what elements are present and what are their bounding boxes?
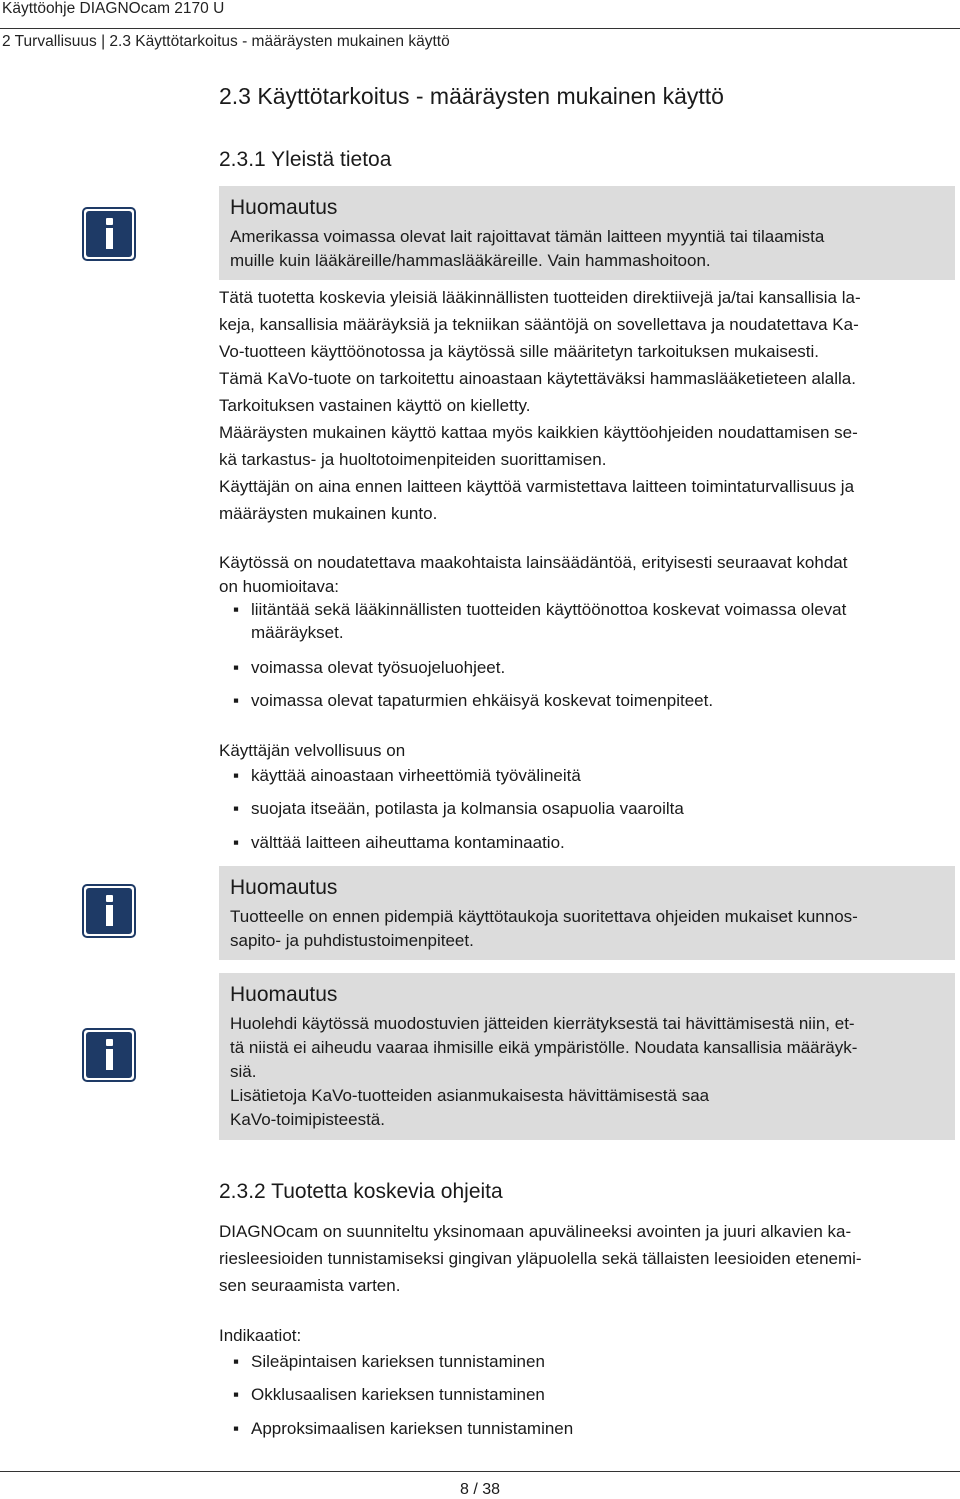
document-title: Käyttöohje DIAGNOcam 2170 U — [2, 0, 225, 17]
note-line: Huolehdi käytössä muodostuvien jätteiden kierrätyksestä tai hävittämisestä niin, et- — [230, 1014, 855, 1033]
list-item-text: välttää laitteen aiheuttama kontaminaatio. — [251, 833, 565, 852]
text-line: on huomioitava: — [219, 577, 340, 596]
note-box — [219, 866, 955, 960]
list-item-text: voimassa olevat työsuojeluohjeet. — [251, 658, 506, 677]
bullet: ▪ — [233, 833, 240, 852]
text-line: Vo-tuotteen käyttöönotossa ja käytössä sille määritetyn tarkoituksen mukaisesti. — [219, 342, 820, 361]
text-line: Käytössä on noudatettava maakohtaista lainsäädäntöä, erityisesti seuraavat kohdat — [219, 553, 848, 572]
bullet: ▪ — [233, 600, 240, 619]
list-item — [233, 656, 951, 679]
list-item-text: suojata itseään, potilasta ja kolmansia osapuolia vaaroilta — [251, 799, 684, 818]
note-box — [219, 186, 955, 280]
text-line: riesleesioiden tunnistamiseksi gingivan yläpuolella sekä tällaisten leesioiden etenemi- — [219, 1249, 862, 1268]
text-line: keja, kansallisia määräyksiä ja tekniikan sääntöjä on sovellettava ja noudatettava Ka- — [219, 315, 859, 334]
header-divider — [0, 28, 960, 29]
breadcrumb: 2 Turvallisuus | 2.3 Käyttötarkoitus - määräysten mukainen käyttö — [2, 33, 450, 50]
page-number: 8 / 38 — [459, 1481, 501, 1498]
note-line: sapito- ja puhdistustoimenpiteet. — [230, 931, 474, 950]
list-item — [233, 797, 951, 820]
note-box — [219, 973, 955, 1140]
list-item-text: määräykset. — [251, 623, 344, 642]
note-line: Amerikassa voimassa olevat lait rajoittavat tämän laitteen myyntiä tai tilaamista — [230, 227, 825, 246]
bullet: ▪ — [233, 1385, 240, 1404]
note-title: Huomautus — [230, 983, 338, 1006]
note-text — [230, 905, 945, 953]
note-line: tä niistä ei aiheudu vaaraa ihmisille eikä ympäristölle. Noudata kansallisia määräyk- — [230, 1038, 858, 1057]
list-item — [233, 831, 951, 854]
bullet: ▪ — [233, 658, 240, 677]
info-icon — [82, 884, 136, 938]
bullet: ▪ — [233, 691, 240, 710]
footer-divider — [0, 1471, 960, 1472]
list-item — [233, 689, 951, 712]
info-icon — [82, 1028, 136, 1082]
legislation-paragraph — [219, 551, 949, 599]
text-line: Tämä KaVo-tuote on tarkoitettu ainoastaan käytettäväksi hammaslääketieteen alalla. — [219, 369, 856, 388]
duties-title: Käyttäjän velvollisuus on — [219, 741, 406, 760]
subsection-heading-general: 2.3.1 Yleistä tietoa — [219, 148, 392, 171]
indications-title: Indikaatiot: — [219, 1326, 302, 1345]
intended-use-paragraph — [219, 284, 949, 527]
subsection-heading-product: 2.3.2 Tuotetta koskevia ohjeita — [219, 1180, 503, 1203]
note-line: siä. — [230, 1062, 257, 1081]
list-item — [233, 1383, 951, 1406]
text-line: Tarkoituksen vastainen käyttö on kielletty. — [219, 396, 531, 415]
list-item — [233, 1417, 951, 1440]
bullet: ▪ — [233, 1419, 240, 1438]
note-title: Huomautus — [230, 196, 338, 219]
bullet: ▪ — [233, 1352, 240, 1371]
list-item — [233, 598, 951, 644]
section-heading: 2.3 Käyttötarkoitus - määräysten mukainen käyttö — [219, 83, 724, 109]
list-item-text: voimassa olevat tapaturmien ehkäisyä koskevat toimenpiteet. — [251, 691, 714, 710]
note-line: Tuotteelle on ennen pidempiä käyttötaukoja suoritettava ohjeiden mukaiset kunnos- — [230, 907, 858, 926]
text-line: Käyttäjän on aina ennen laitteen käyttöä varmistettava laitteen toimintaturvallisuus ja — [219, 477, 855, 496]
list-item-text: Approksimaalisen karieksen tunnistaminen — [251, 1419, 574, 1438]
note-line: muille kuin lääkäreille/hammaslääkäreille. Vain hammashoitoon. — [230, 251, 711, 270]
list-item-text: Okklusaalisen karieksen tunnistaminen — [251, 1385, 545, 1404]
text-line: määräysten mukainen kunto. — [219, 504, 438, 523]
text-line: sen seuraamista varten. — [219, 1276, 401, 1295]
info-icon — [82, 207, 136, 261]
list-item — [233, 1350, 951, 1373]
text-line: Tätä tuotetta koskevia yleisiä lääkinnällisten tuotteiden direktiivejä ja/tai kansallisia la- — [219, 288, 861, 307]
bullet: ▪ — [233, 766, 240, 785]
text-line: DIAGNOcam on suunniteltu yksinomaan apuvälineeksi avointen ja juuri alkavien ka- — [219, 1222, 852, 1241]
list-item-text: liitäntää sekä lääkinnällisten tuotteiden käyttöönottoa koskevat voimassa olevat — [251, 600, 847, 619]
note-text — [230, 225, 945, 273]
list-item-text: käyttää ainoastaan virheettömiä työvälineitä — [251, 766, 581, 785]
note-line: KaVo-toimipisteestä. — [230, 1110, 385, 1129]
product-paragraph — [219, 1218, 949, 1299]
note-line: Lisätietoja KaVo-tuotteiden asianmukaisesta hävittämisestä saa — [230, 1086, 710, 1105]
list-item — [233, 764, 951, 787]
text-line: Määräysten mukainen käyttö kattaa myös kaikkien käyttöohjeiden noudattamisen se- — [219, 423, 858, 442]
bullet: ▪ — [233, 799, 240, 818]
text-line: kä tarkastus- ja huoltotoimenpiteiden suorittamisen. — [219, 450, 607, 469]
note-text — [230, 1012, 945, 1132]
note-title: Huomautus — [230, 876, 338, 899]
list-item-text: Sileäpintaisen karieksen tunnistaminen — [251, 1352, 545, 1371]
